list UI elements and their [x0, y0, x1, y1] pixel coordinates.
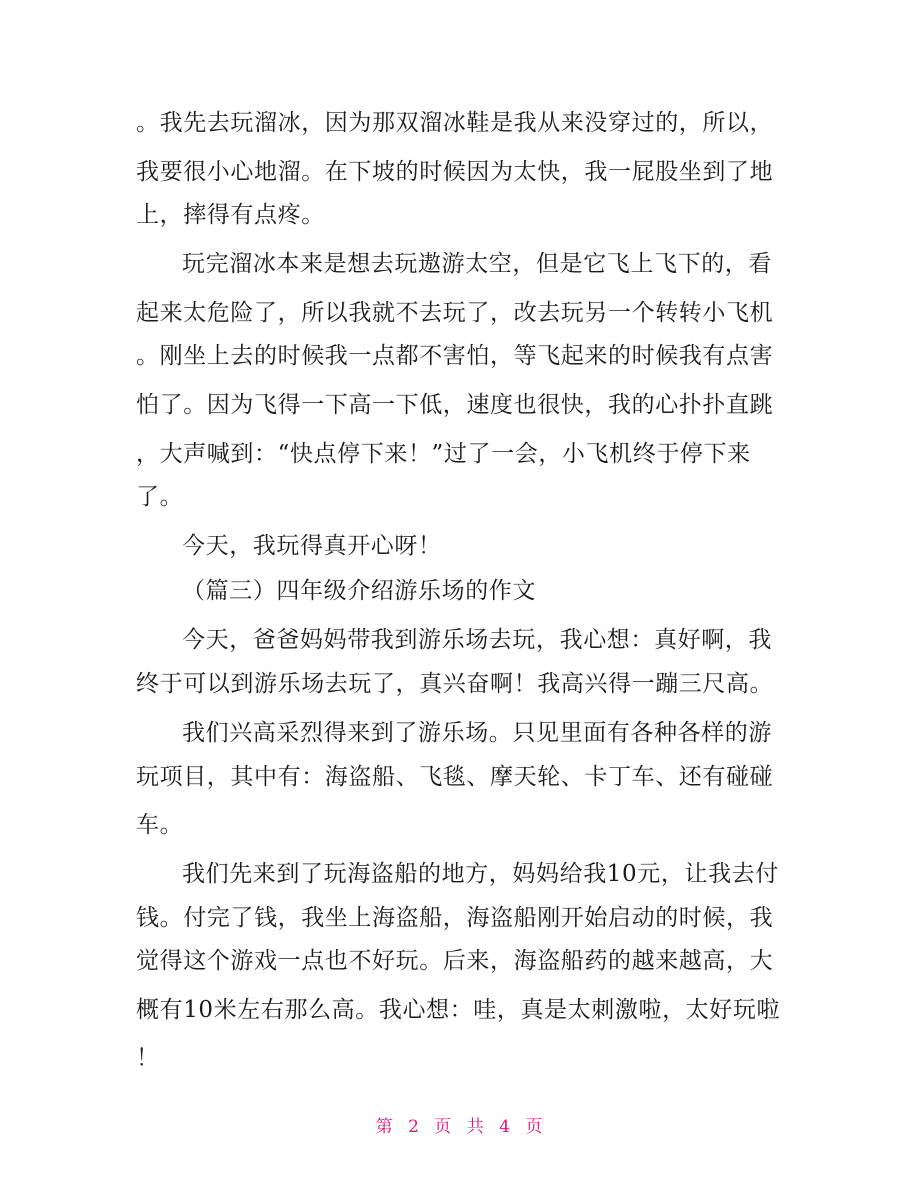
footer-label-di: 第	[375, 1117, 395, 1137]
text-line: 起来太危险了，所以我就不去玩了，改去玩另一个转转小飞机	[136, 300, 774, 326]
text-line: 今天，爸爸妈妈带我到游乐场去玩，我心想：真好啊，我	[182, 627, 772, 653]
page-footer	[0, 1112, 920, 1137]
text-line: 玩项目，其中有：海盗船、飞毯、摩天轮、卡丁车、还有碰碰	[136, 764, 774, 790]
text-line: 今天，我玩得真开心呀！	[182, 533, 442, 559]
text-line: 我们先来到了玩海盗船的地方，妈妈给我10元，让我去付	[182, 861, 779, 887]
text-line: 终于可以到游乐场去玩了，真兴奋啊！我高兴得一蹦三尺高。	[136, 671, 774, 697]
section-heading: （篇三）四年级介绍游乐场的作文	[182, 578, 536, 604]
text-line: 怕了。因为飞得一下高一下低，速度也很快，我的心扑扑直跳	[136, 392, 774, 418]
text-line: 车。	[136, 812, 184, 838]
footer-label-ye: 页	[525, 1117, 545, 1137]
text-line: 概有10米左右那么高。我心想：哇，真是太刺激啦，太好玩啦	[136, 997, 781, 1023]
text-line: 我们兴高采烈得来到了游乐场。只见里面有各种各样的游	[182, 720, 772, 746]
text-line: ！	[136, 1045, 160, 1071]
text-line: 了。	[136, 484, 184, 510]
text-line: 我要很小心地溜。在下坡的时候因为太快，我一屁股坐到了地	[136, 159, 774, 185]
text-line: 。刚坐上去的时候我一点都不害怕，等飞起来的时候我有点害	[136, 343, 774, 369]
text-line: ，大声喊到：“快点停下来！”过了一会，小飞机终于停下来	[136, 441, 751, 467]
text-line: 钱。付完了钱，我坐上海盗船，海盗船刚开始启动的时候，我	[136, 905, 774, 931]
footer-page-number: 2	[408, 1117, 421, 1137]
footer-label-ye: 页	[434, 1117, 454, 1137]
text-line: 上，摔得有点疼。	[136, 202, 325, 228]
text-line: 觉得这个游戏一点也不好玩。后来，海盗船药的越来越高，大	[136, 948, 774, 974]
footer-total-pages: 4	[499, 1117, 512, 1137]
footer-label-gong: 共	[466, 1117, 486, 1137]
text-line: 玩完溜冰本来是想去玩遨游太空，但是它飞上飞下的，看	[182, 251, 772, 277]
text-line: 。我先去玩溜冰，因为那双溜冰鞋是我从来没穿过的，所以，	[136, 110, 774, 136]
